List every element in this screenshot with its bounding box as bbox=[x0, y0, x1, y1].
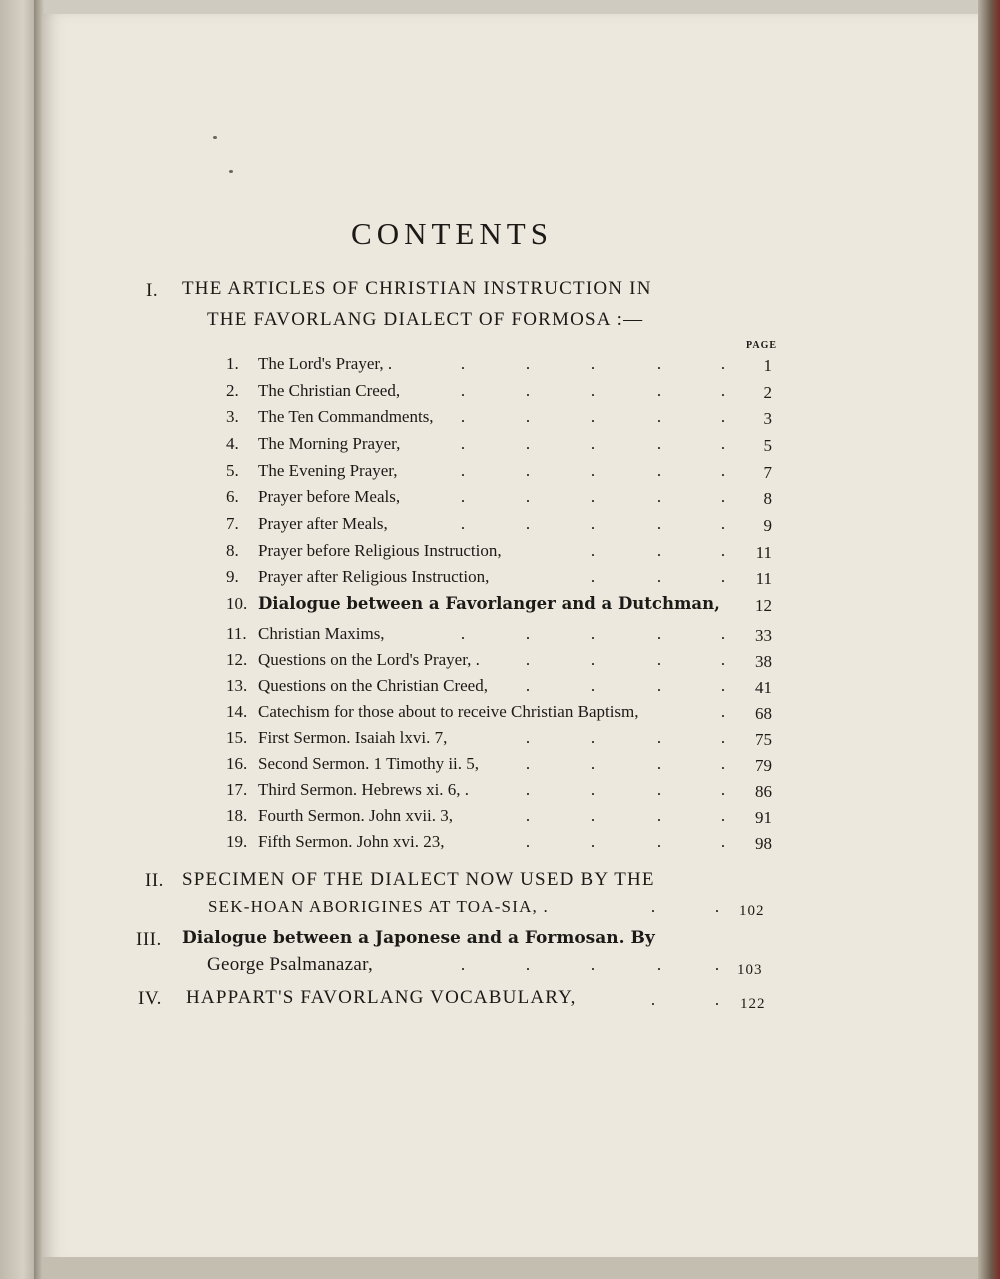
entry-page-number: 9 bbox=[763, 516, 772, 535]
leader-dot: . bbox=[460, 381, 466, 400]
leader-dot: . bbox=[720, 754, 726, 773]
contents-entry bbox=[226, 567, 786, 593]
entry-number: 10. bbox=[226, 594, 248, 613]
leader-dot: . bbox=[720, 650, 726, 669]
leader-dot: . bbox=[525, 728, 531, 747]
contents-entry bbox=[226, 650, 786, 676]
leader-dot: . bbox=[650, 897, 656, 916]
leader-dot: . bbox=[525, 780, 531, 799]
entry-page-number: 98 bbox=[755, 834, 772, 853]
entry-number: 2. bbox=[226, 381, 239, 400]
leader-dot: . bbox=[720, 676, 726, 695]
section-numeral: II. bbox=[145, 870, 164, 891]
leader-dot: . bbox=[656, 650, 662, 669]
leader-dot: . bbox=[590, 624, 596, 643]
leader-dot: . bbox=[656, 434, 662, 453]
leader-dot: . bbox=[650, 990, 656, 1009]
entry-page-number: 3 bbox=[763, 409, 772, 428]
entry-title: Catechism for those about to receive Christian Baptism, bbox=[258, 702, 639, 721]
section-heading-line: HAPPART'S FAVORLANG VOCABULARY, bbox=[186, 987, 577, 1008]
leader-dot: . bbox=[720, 728, 726, 747]
leader-dot: . bbox=[590, 514, 596, 533]
section-numeral: IV. bbox=[138, 988, 162, 1009]
entry-title: Prayer after Meals, bbox=[258, 514, 388, 533]
leader-dot: . bbox=[590, 461, 596, 480]
leader-dot: . bbox=[714, 955, 720, 974]
entry-title: Dialogue between a Favorlanger and a Dutchman, bbox=[258, 594, 720, 613]
leader-dot: . bbox=[525, 955, 531, 974]
contents-entry bbox=[226, 754, 786, 780]
leader-dot: . bbox=[720, 541, 726, 560]
contents-entry bbox=[226, 381, 786, 407]
entry-number: 16. bbox=[226, 754, 248, 773]
leader-dot: . bbox=[590, 780, 596, 799]
entry-page-number: 1 bbox=[763, 356, 772, 375]
entry-title: The Lord's Prayer, . bbox=[258, 354, 393, 373]
leader-dot: . bbox=[590, 487, 596, 506]
page-bottom-edge bbox=[42, 1257, 982, 1279]
leader-dot: . bbox=[525, 624, 531, 643]
leader-dot: . bbox=[525, 650, 531, 669]
entry-page-number: 38 bbox=[755, 652, 772, 671]
contents-entry bbox=[226, 806, 786, 832]
entry-page-number: 86 bbox=[755, 782, 772, 801]
leader-dot: . bbox=[656, 514, 662, 533]
contents-entry bbox=[226, 728, 786, 754]
contents-title: CONTENTS bbox=[351, 216, 553, 251]
contents-entry bbox=[226, 434, 786, 460]
leader-dot: . bbox=[525, 676, 531, 695]
entry-title: Prayer before Religious Instruction, bbox=[258, 541, 502, 560]
section-page-number: 103 bbox=[737, 962, 763, 978]
entry-number: 8. bbox=[226, 541, 239, 560]
leader-dot: . bbox=[656, 354, 662, 373]
entry-title: Questions on the Christian Creed, bbox=[258, 676, 488, 695]
entry-number: 14. bbox=[226, 702, 248, 721]
entry-page-number: 91 bbox=[755, 808, 772, 827]
leader-dot: . bbox=[720, 461, 726, 480]
leader-dot: . bbox=[714, 897, 720, 916]
leader-dot: . bbox=[720, 514, 726, 533]
entry-title: Prayer after Religious Instruction, bbox=[258, 567, 490, 586]
leader-dot: . bbox=[460, 955, 466, 974]
entry-number: 3. bbox=[226, 407, 239, 426]
page-column-header: PAGE bbox=[746, 340, 778, 351]
leader-dot: . bbox=[590, 434, 596, 453]
entry-page-number: 11 bbox=[755, 569, 772, 588]
leader-dot: . bbox=[720, 624, 726, 643]
leader-dot: . bbox=[720, 780, 726, 799]
leader-dot: . bbox=[590, 407, 596, 426]
section-numeral: I. bbox=[146, 280, 159, 301]
entry-title: The Christian Creed, bbox=[258, 381, 401, 400]
entry-number: 12. bbox=[226, 650, 248, 669]
leader-dot: . bbox=[656, 567, 662, 586]
contents-entry bbox=[226, 832, 786, 858]
leader-dot: . bbox=[656, 541, 662, 560]
contents-entry bbox=[226, 407, 786, 433]
section-heading-line: THE FAVORLANG DIALECT OF FORMOSA :— bbox=[207, 309, 644, 330]
leader-dot: . bbox=[720, 381, 726, 400]
section-heading-line: Dialogue between a Japonese and a Formosan. By bbox=[182, 928, 655, 948]
section-page-number: 122 bbox=[740, 996, 766, 1012]
section-numeral: III. bbox=[136, 929, 162, 950]
section-heading-line: SPECIMEN OF THE DIALECT NOW USED BY THE bbox=[182, 869, 655, 890]
entry-page-number: 79 bbox=[755, 756, 772, 775]
entry-number: 6. bbox=[226, 487, 239, 506]
paper-speck bbox=[213, 136, 217, 139]
leader-dot: . bbox=[590, 381, 596, 400]
entry-page-number: 68 bbox=[755, 704, 772, 723]
leader-dot: . bbox=[720, 806, 726, 825]
entry-page-number: 5 bbox=[763, 436, 772, 455]
leader-dot: . bbox=[590, 955, 596, 974]
leader-dot: . bbox=[720, 567, 726, 586]
leader-dot: . bbox=[590, 567, 596, 586]
leader-dot: . bbox=[590, 754, 596, 773]
entry-page-number: 12 bbox=[755, 596, 772, 615]
contents-entry bbox=[226, 676, 786, 702]
leader-dot: . bbox=[460, 461, 466, 480]
contents-entry bbox=[226, 780, 786, 806]
section-page-number: 102 bbox=[739, 903, 765, 919]
leader-dot: . bbox=[720, 832, 726, 851]
entry-title: Third Sermon. Hebrews xi. 6, . bbox=[258, 780, 470, 799]
section-heading-line: George Psalmanazar, bbox=[207, 954, 374, 975]
entry-page-number: 33 bbox=[755, 626, 772, 645]
leader-dot: . bbox=[656, 955, 662, 974]
leader-dot: . bbox=[525, 381, 531, 400]
entry-number: 15. bbox=[226, 728, 248, 747]
entry-page-number: 11 bbox=[755, 543, 772, 562]
leader-dot: . bbox=[656, 754, 662, 773]
contents-entry bbox=[226, 541, 786, 567]
entry-number: 1. bbox=[226, 354, 239, 373]
leader-dot: . bbox=[525, 461, 531, 480]
entry-page-number: 8 bbox=[763, 489, 772, 508]
leader-dot: . bbox=[656, 407, 662, 426]
entry-title: Fourth Sermon. John xvii. 3, bbox=[258, 806, 454, 825]
leader-dot: . bbox=[590, 541, 596, 560]
leader-dot: . bbox=[460, 487, 466, 506]
leader-dot: . bbox=[590, 650, 596, 669]
leader-dot: . bbox=[525, 514, 531, 533]
leader-dot: . bbox=[656, 381, 662, 400]
entry-number: 9. bbox=[226, 567, 239, 586]
leader-dot: . bbox=[525, 832, 531, 851]
leader-dot: . bbox=[460, 624, 466, 643]
leader-dot: . bbox=[656, 461, 662, 480]
leader-dot: . bbox=[656, 728, 662, 747]
leader-dot: . bbox=[720, 407, 726, 426]
entry-number: 7. bbox=[226, 514, 239, 533]
entry-title: First Sermon. Isaiah lxvi. 7, bbox=[258, 728, 448, 747]
leader-dot: . bbox=[656, 832, 662, 851]
entry-number: 17. bbox=[226, 780, 248, 799]
entry-page-number: 75 bbox=[755, 730, 772, 749]
leader-dot: . bbox=[590, 832, 596, 851]
contents-entry bbox=[226, 514, 786, 540]
entry-title: The Ten Commandments, bbox=[258, 407, 434, 426]
leader-dot: . bbox=[590, 354, 596, 373]
contents-entry bbox=[226, 487, 786, 513]
leader-dot: . bbox=[720, 354, 726, 373]
leader-dot: . bbox=[656, 806, 662, 825]
contents-entry bbox=[226, 461, 786, 487]
contents-entry bbox=[226, 702, 786, 728]
leader-dot: . bbox=[590, 728, 596, 747]
paper-speck bbox=[229, 170, 233, 173]
leader-dot: . bbox=[525, 754, 531, 773]
entry-title: Fifth Sermon. John xvi. 23, bbox=[258, 832, 445, 851]
leader-dot: . bbox=[525, 487, 531, 506]
leader-dot: . bbox=[714, 990, 720, 1009]
leader-dot: . bbox=[590, 676, 596, 695]
leader-dot: . bbox=[590, 806, 596, 825]
entry-number: 4. bbox=[226, 434, 239, 453]
entry-number: 11. bbox=[226, 624, 247, 643]
section-heading-line: THE ARTICLES OF CHRISTIAN INSTRUCTION IN bbox=[182, 278, 652, 299]
contents-entry bbox=[226, 594, 786, 620]
leader-dot: . bbox=[656, 676, 662, 695]
entry-title: Prayer before Meals, bbox=[258, 487, 401, 506]
leader-dot: . bbox=[656, 780, 662, 799]
entry-number: 18. bbox=[226, 806, 248, 825]
leader-dot: . bbox=[525, 354, 531, 373]
leader-dot: . bbox=[720, 487, 726, 506]
leader-dot: . bbox=[460, 407, 466, 426]
leader-dot: . bbox=[460, 354, 466, 373]
contents-entry bbox=[226, 354, 786, 380]
contents-entry bbox=[226, 624, 786, 650]
book-fore-edge bbox=[978, 0, 1000, 1279]
leader-dot: . bbox=[656, 487, 662, 506]
entry-title: The Evening Prayer, bbox=[258, 461, 398, 480]
entry-page-number: 7 bbox=[763, 463, 772, 482]
entry-title: Second Sermon. 1 Timothy ii. 5, bbox=[258, 754, 480, 773]
entry-title: Christian Maxims, bbox=[258, 624, 385, 643]
entry-page-number: 2 bbox=[763, 383, 772, 402]
leader-dot: . bbox=[525, 806, 531, 825]
entry-number: 5. bbox=[226, 461, 239, 480]
leader-dot: . bbox=[720, 434, 726, 453]
entry-title: Questions on the Lord's Prayer, . bbox=[258, 650, 480, 669]
leader-dot: . bbox=[656, 624, 662, 643]
entry-number: 19. bbox=[226, 832, 248, 851]
entry-page-number: 41 bbox=[755, 678, 772, 697]
leader-dot: . bbox=[460, 434, 466, 453]
section-heading-line: SEK-HOAN ABORIGINES AT TOA-SIA, . bbox=[208, 897, 549, 916]
leader-dot: . bbox=[720, 702, 726, 721]
leader-dot: . bbox=[525, 407, 531, 426]
leader-dot: . bbox=[460, 514, 466, 533]
entry-title: The Morning Prayer, bbox=[258, 434, 401, 453]
entry-number: 13. bbox=[226, 676, 248, 695]
leader-dot: . bbox=[525, 434, 531, 453]
